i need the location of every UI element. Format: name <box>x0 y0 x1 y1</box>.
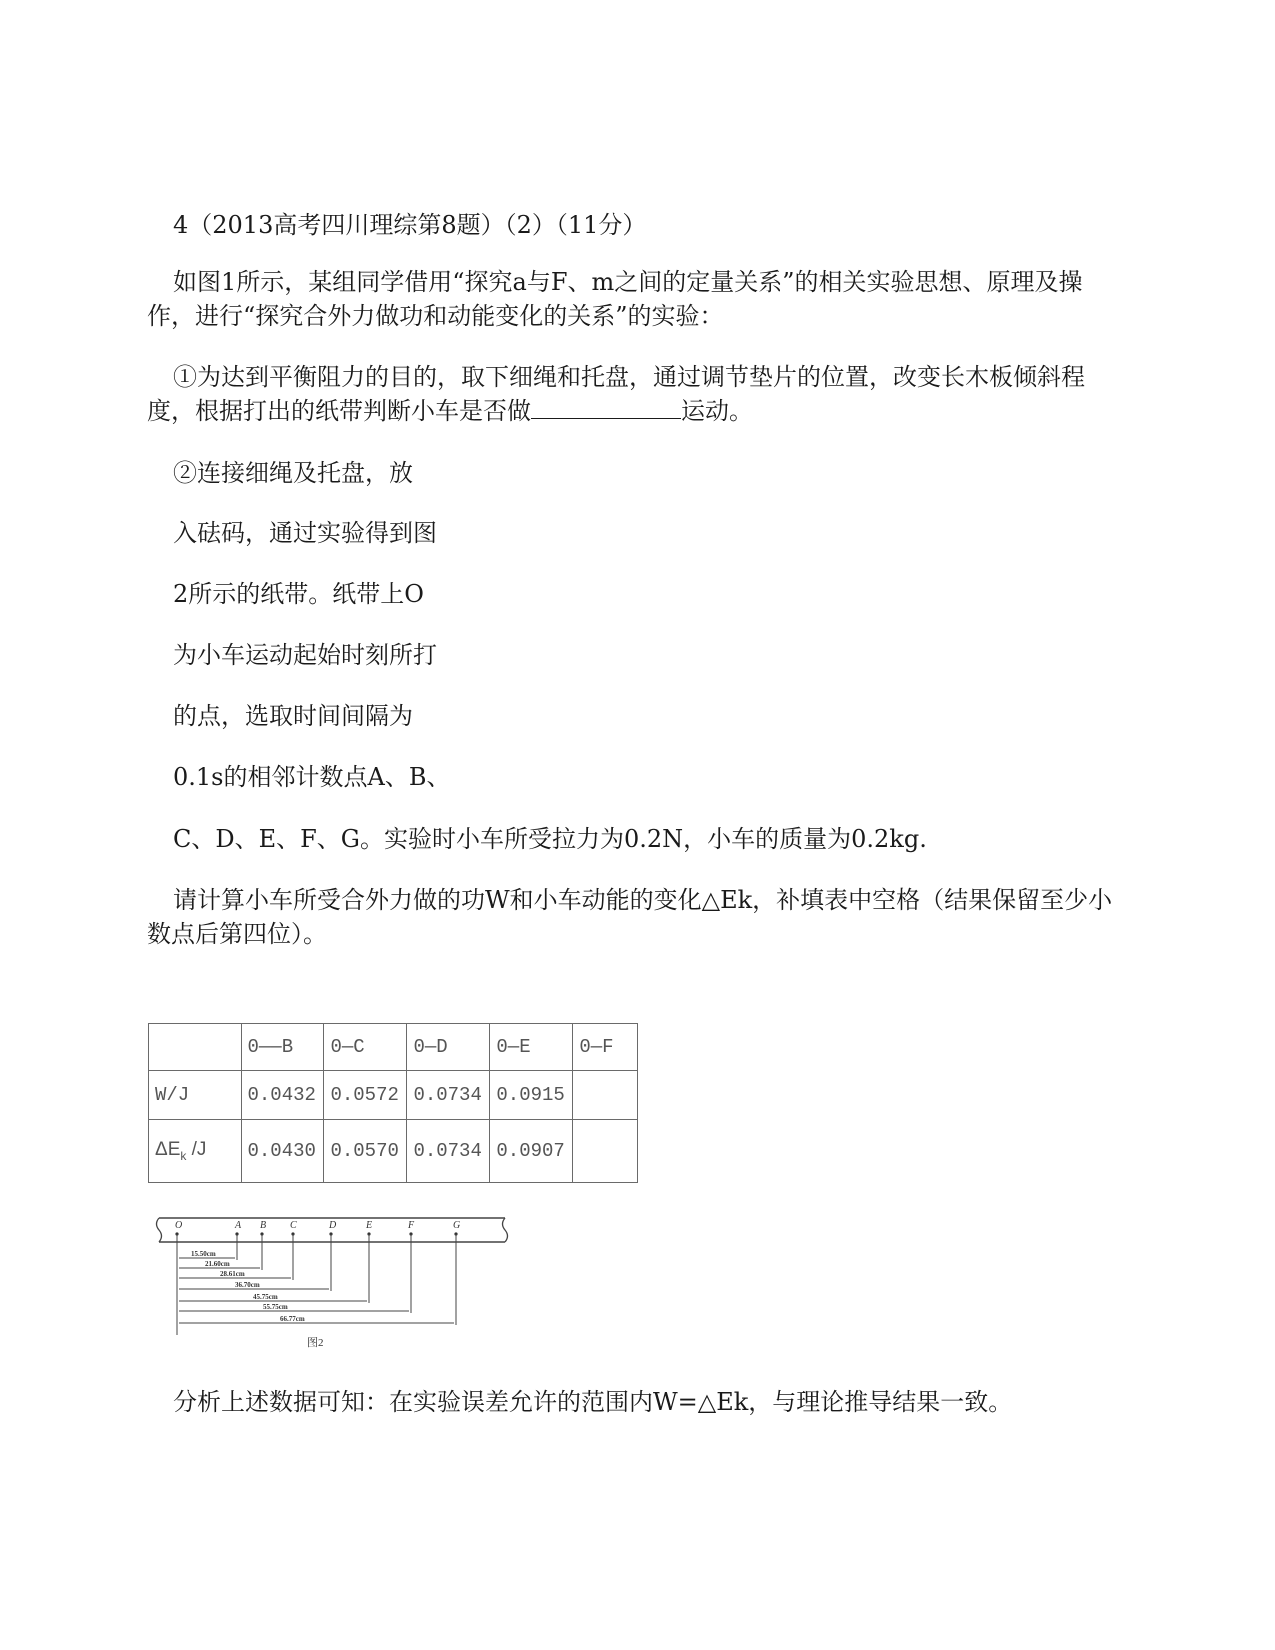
row-label-main: ΔE <box>155 1139 181 1161</box>
tape-point-label: O <box>175 1220 183 1231</box>
instruction-paragraph: 请计算小车所受合外力做的功W和小车动能的变化△Ek，补填表中空格（结果保留至少小数点后第四位）。 <box>147 886 1113 948</box>
table-header-cell: 0—F <box>573 1024 638 1071</box>
step1-paragraph <box>147 360 1127 428</box>
distance-label: 45.75cm <box>253 1293 278 1301</box>
tape-point-label: B <box>260 1220 267 1231</box>
table-cell: 0.0734 <box>407 1071 490 1120</box>
figure-caption: 图2 <box>307 1337 324 1349</box>
table-row <box>149 1120 638 1183</box>
table-cell: 0.0734 <box>407 1120 490 1183</box>
tape-point-label: A <box>235 1220 242 1231</box>
tape-point-label: D <box>329 1220 337 1231</box>
distance-label: 28.61cm <box>220 1270 245 1278</box>
row-label: W/J <box>149 1071 242 1120</box>
table-cell: 0.0915 <box>490 1071 573 1120</box>
table-row <box>149 1071 638 1120</box>
paper-tape-figure <box>155 1210 515 1350</box>
answer-blank[interactable] <box>531 396 681 419</box>
table-cell <box>149 1024 242 1071</box>
tape-dots <box>175 1232 457 1235</box>
table-header-row <box>149 1024 638 1071</box>
conclusion-paragraph: 分析上述数据可知：在实验误差允许的范围内W=△Ek，与理论推导结果一致。 <box>173 1388 1013 1416</box>
table-cell-empty[interactable] <box>573 1071 638 1120</box>
table-cell: 0.0907 <box>490 1120 573 1183</box>
table-cell: 0.0570 <box>324 1120 407 1183</box>
row-label-sub: k <box>180 1148 187 1163</box>
distance-label: 55.75cm <box>263 1303 288 1311</box>
table-header-cell: 0—C <box>324 1024 407 1071</box>
distance-label: 66.77cm <box>280 1315 305 1323</box>
tape-right-tear <box>503 1218 508 1242</box>
problem-heading: 4（2013高考四川理综第8题）（2）（11分） <box>173 211 647 239</box>
table-header-cell: 0—E <box>490 1024 573 1071</box>
tape-point-label: G <box>453 1220 461 1231</box>
table-cell-empty[interactable] <box>573 1120 638 1183</box>
step2-line: ②连接细绳及托盘，放 <box>173 459 413 487</box>
table-cell: 0.0432 <box>241 1071 324 1120</box>
step2-line: 2所示的纸带。纸带上O <box>173 580 424 608</box>
distance-label: 21.60cm <box>205 1260 230 1268</box>
step2-line: 为小车运动起始时刻所打 <box>173 641 437 669</box>
step2-line: 0.1s的相邻计数点A、B、 <box>173 763 451 791</box>
row-label <box>149 1120 242 1183</box>
table-header-cell: 0—D <box>407 1024 490 1071</box>
step2-line: 入砝码，通过实验得到图 <box>173 519 437 547</box>
tape-point-label: C <box>290 1220 297 1231</box>
tape-left-tear <box>157 1218 162 1242</box>
step1-text-end: 运动。 <box>681 397 753 425</box>
distance-label: 36.70cm <box>235 1281 260 1289</box>
tape-point-label: F <box>408 1220 415 1231</box>
intro-paragraph: 如图1所示，某组同学借用“探究a与F、m之间的定量关系”的相关实验思想、原理及操作，进行“探究合外力做功和动能变化的关系”的实验： <box>147 268 1083 330</box>
table-cell: 0.0430 <box>241 1120 324 1183</box>
step1-text: ①为达到平衡阻力的目的，取下细绳和托盘，通过调节垫片的位置，改变长木板倾斜程度，根据打出的纸带判断小车是否做 <box>147 363 1085 425</box>
table-cell: 0.0572 <box>324 1071 407 1120</box>
tape-reference-lines <box>177 1234 456 1335</box>
distance-label: 15.50cm <box>191 1250 216 1258</box>
step2-line: C、D、E、F、G。实验时小车所受拉力为0.2N，小车的质量为0.2kg. <box>173 825 927 853</box>
tape-point-label: E <box>366 1220 373 1231</box>
row-label-unit: /J <box>186 1139 207 1161</box>
step2-line: 的点，选取时间间隔为 <box>173 702 413 730</box>
table-header-cell: 0——B <box>241 1024 324 1071</box>
data-table <box>148 1023 638 1183</box>
